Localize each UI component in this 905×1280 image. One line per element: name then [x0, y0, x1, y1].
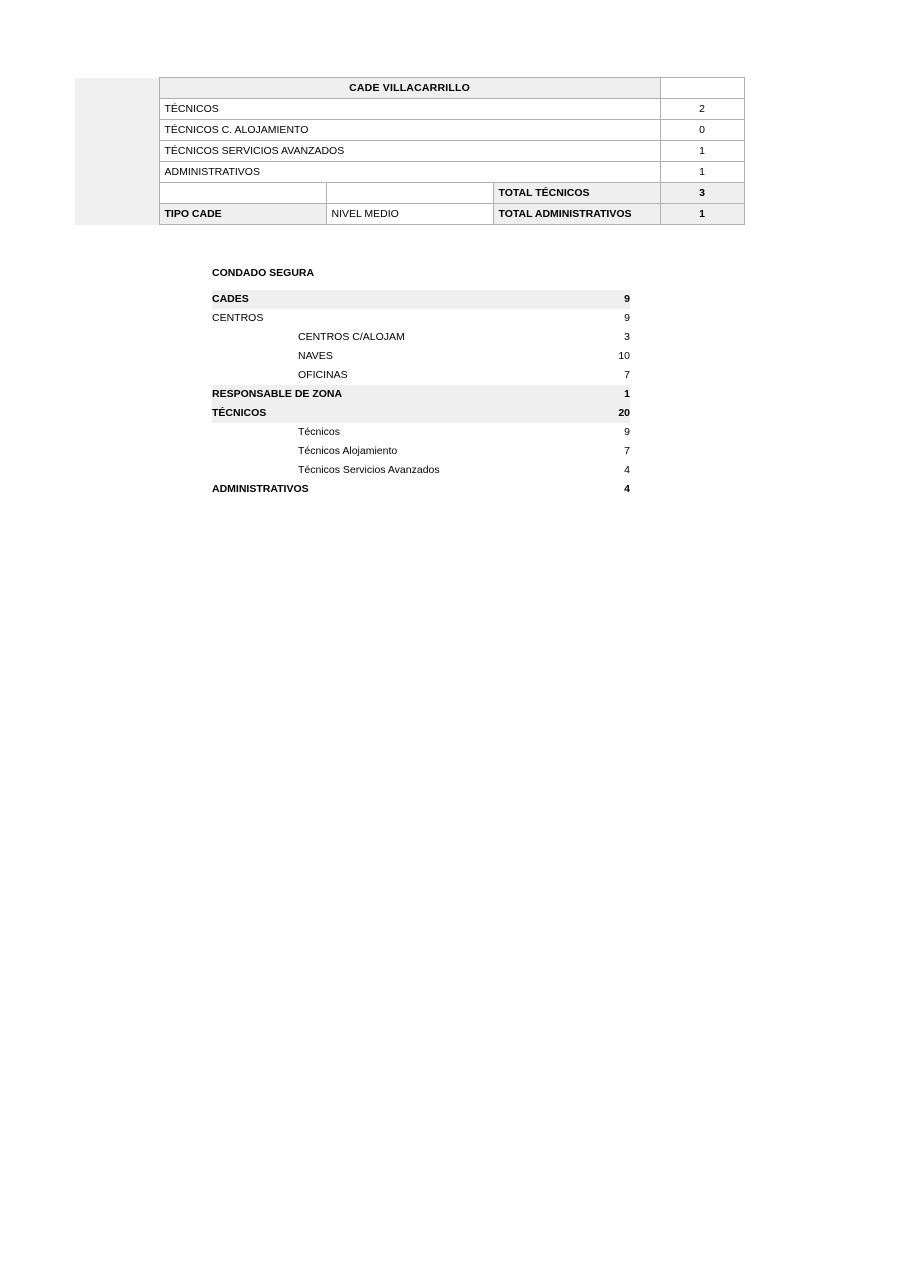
- summary-row-value: 7: [624, 445, 630, 457]
- table-cell-total-label: TOTAL TÉCNICOS: [493, 183, 660, 204]
- table-row: [75, 141, 744, 162]
- table-cell-total-value: 3: [660, 183, 744, 204]
- summary-row-label: CENTROS: [212, 312, 264, 324]
- table-cell-empty: [660, 78, 744, 99]
- summary-row-value: 4: [624, 483, 630, 495]
- table-cell-shade: [75, 78, 159, 99]
- summary-row-value: 4: [624, 464, 630, 476]
- summary-row-value: 10: [618, 350, 630, 362]
- summary-row-cades: [212, 290, 630, 309]
- summary-row-tecnicos-servicios-avanzados: [212, 461, 630, 480]
- table-cell-empty: [326, 183, 493, 204]
- table-cell-shade: [75, 120, 159, 141]
- table-row: [75, 120, 744, 141]
- summary-row-label: CADES: [212, 293, 249, 305]
- summary-row-label: Técnicos: [298, 426, 341, 438]
- summary-row-label: ADMINISTRATIVOS: [212, 483, 309, 495]
- summary-row-naves: [212, 347, 630, 366]
- summary-row-label: Técnicos Alojamiento: [298, 445, 398, 457]
- summary-row-centros-alojam: [212, 328, 630, 347]
- summary-row-label: OFICINAS: [298, 369, 348, 381]
- table-row-footer: [75, 204, 744, 225]
- summary-row-value: 7: [624, 369, 630, 381]
- table-cell-tipo-cade: TIPO CADE: [159, 204, 326, 225]
- table-cell-value: 1: [660, 162, 744, 183]
- table-row-total-tecnicos: [75, 183, 744, 204]
- summary-row-value: 9: [624, 426, 630, 438]
- summary-row-oficinas: [212, 366, 630, 385]
- table-cell-shade: [75, 141, 159, 162]
- table-cell-value: 0: [660, 120, 744, 141]
- summary-row-label: RESPONSABLE DE ZONA: [212, 388, 343, 400]
- table-cell-total-administrativas-label: TOTAL ADMINISTRATIVOS: [493, 204, 660, 225]
- summary-row-centros: [212, 309, 630, 328]
- table-cell-empty: [159, 183, 326, 204]
- summary-row-value: 9: [624, 293, 630, 305]
- summary-row-tecnicos-alojamiento: [212, 442, 630, 461]
- cade-villacarrillo-table: [75, 77, 745, 225]
- summary-row-administrativos: [212, 480, 630, 499]
- table-cell-label: TÉCNICOS: [159, 99, 660, 120]
- summary-row-label: CENTROS C/ALOJAM: [298, 331, 405, 343]
- table-cell-value: 1: [660, 141, 744, 162]
- summary-row-tecnicos-detalle: [212, 423, 630, 442]
- summary-row-value: 9: [624, 312, 630, 324]
- table-cell-label: TÉCNICOS C. ALOJAMIENTO: [159, 120, 660, 141]
- summary-row-value: 1: [624, 388, 630, 400]
- summary-row-label: TÉCNICOS: [212, 407, 267, 419]
- table-title: CADE VILLACARRILLO: [159, 78, 660, 99]
- table-row-title: [75, 78, 744, 99]
- table-cell-shade: [75, 99, 159, 120]
- table-cell-nivel-medio: NIVEL MEDIO: [326, 204, 493, 225]
- table-cell-shade: [75, 204, 159, 225]
- summary-row-label: Técnicos Servicios Avanzados: [298, 464, 440, 476]
- table-cell-total-administrativas-value: 1: [660, 204, 744, 225]
- table-cell-label: ADMINISTRATIVOS: [159, 162, 660, 183]
- summary-row-responsable-zona: [212, 385, 630, 404]
- summary-row-value: 20: [618, 407, 630, 419]
- summary-row-tecnicos: [212, 404, 630, 423]
- table-row: [75, 162, 744, 183]
- summary-row-value: 3: [624, 331, 630, 343]
- table-cell-value: 2: [660, 99, 744, 120]
- table-row: [75, 99, 744, 120]
- condado-segura-summary: [212, 264, 630, 499]
- table-cell-shade: [75, 183, 159, 204]
- table-cell-label: TÉCNICOS SERVICIOS AVANZADOS: [159, 141, 660, 162]
- summary-row-label: NAVES: [298, 350, 333, 362]
- table-cell-shade: [75, 162, 159, 183]
- summary-title: CONDADO SEGURA: [212, 267, 315, 279]
